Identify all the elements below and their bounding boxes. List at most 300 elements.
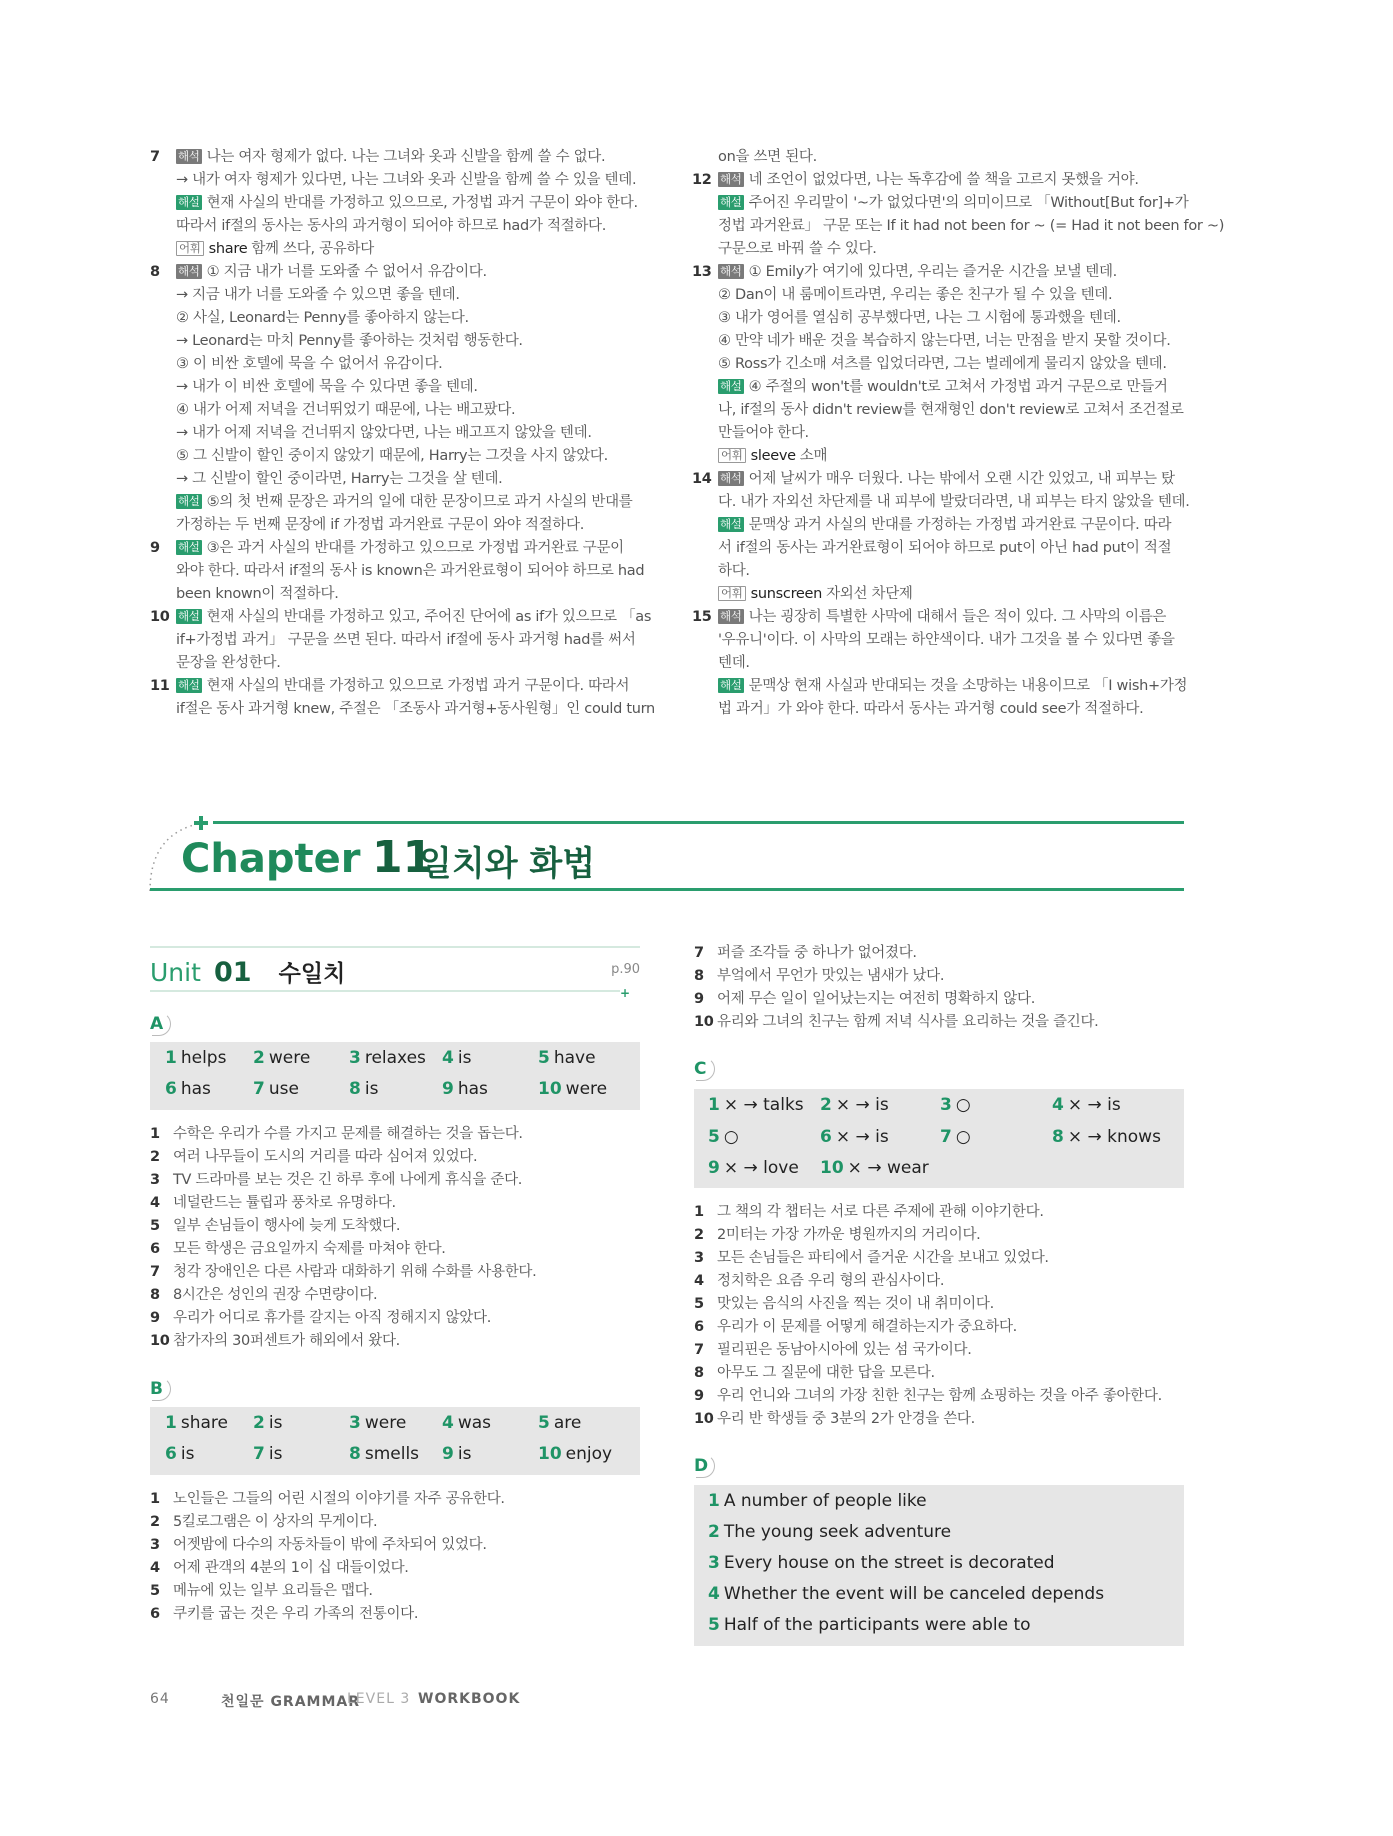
translation-text: 어제 관객의 4분의 1이 십 대들이었다.	[173, 1560, 409, 1576]
answer-number: 2	[708, 1522, 720, 1542]
answer-number: 4	[1052, 1095, 1064, 1115]
answer-text: was	[457, 1413, 492, 1433]
translation-number: 5	[150, 1218, 160, 1234]
chapter-label: Chapter	[181, 836, 361, 882]
section-c-translations	[694, 1201, 1162, 1431]
translation-number: 5	[694, 1296, 704, 1312]
translation-item	[694, 1011, 1098, 1034]
translation-item	[694, 1293, 1162, 1316]
footer-book: WORKBOOK	[418, 1691, 521, 1707]
answer-number: 3	[708, 1553, 720, 1573]
item-number: 10	[150, 609, 170, 625]
answer-text: Whether the event will be canceled depends	[723, 1584, 1105, 1604]
translation-text: 퍼즐 조각들 중 하나가 없어졌다.	[717, 945, 917, 961]
explanation-line	[692, 606, 1192, 629]
translation-item	[694, 965, 1098, 988]
line-text: 만들어야 한다.	[718, 425, 809, 441]
answer-number: 1	[708, 1095, 720, 1115]
answer-text: is	[180, 1444, 195, 1464]
vocab-word: sleeve	[750, 448, 796, 464]
translation-item	[150, 1261, 536, 1284]
translation-item	[150, 1488, 505, 1511]
translation-number: 8	[694, 1365, 704, 1381]
explanation-line	[150, 215, 650, 238]
translation-text: 필리핀은 동남아시아에 있는 섬 국가이다.	[717, 1342, 972, 1358]
answer-item	[708, 1584, 1104, 1604]
translation-number: 7	[694, 945, 704, 961]
answer-item	[253, 1413, 282, 1433]
line-text: '우유니'이다. 이 사막의 모래는 하얀색이다. 내가 그것을 볼 수 있다면 좋을	[718, 632, 1175, 648]
translation-item	[694, 1408, 1162, 1431]
label-badge: 해석	[178, 264, 200, 278]
explanation-line	[692, 675, 1192, 698]
line-text: 와야 한다. 따라서 if절의 동사 is known은 과거완료형이 되어야 하므로 had	[176, 563, 645, 579]
answer-number: 10	[538, 1079, 562, 1099]
line-text: 현재 사실의 반대를 가정하고 있으므로, 가정법 과거 구문이 와야 한다.	[206, 195, 638, 211]
line-text: been known이 적절하다.	[176, 586, 339, 602]
answer-text: is	[457, 1048, 472, 1068]
answer-text: ○	[955, 1126, 971, 1147]
explanations-right	[692, 146, 1225, 721]
line-text: ④ 주절의 won't를 wouldn't로 고쳐서 가정법 과거 구문으로 만들거	[748, 379, 1168, 395]
answer-number: 7	[253, 1444, 265, 1464]
translation-number: 5	[150, 1583, 160, 1599]
section-b-answers	[150, 1407, 640, 1475]
line-text: 문장을 완성한다.	[176, 655, 281, 671]
translation-item	[150, 1123, 536, 1146]
section-c-answers	[694, 1089, 1184, 1188]
translation-text: 정치학은 요즘 우리 형의 관심사이다.	[717, 1273, 945, 1289]
answer-item	[165, 1048, 226, 1068]
answer-text: ○	[723, 1126, 739, 1147]
answer-number: 6	[820, 1126, 832, 1147]
line-text: 텐데.	[718, 655, 750, 671]
chapter-number: 11	[372, 832, 434, 883]
translation-item	[694, 1385, 1162, 1408]
explanation-line	[150, 307, 650, 330]
explanation-line	[692, 376, 1192, 399]
translation-text: 맛있는 음식의 사진을 찍는 것이 내 취미이다.	[717, 1296, 994, 1312]
answer-text: were	[364, 1413, 407, 1433]
explanation-line	[692, 491, 1192, 514]
explanation-line	[692, 261, 1192, 284]
explanation-line	[150, 238, 650, 261]
answer-number: 3	[940, 1095, 952, 1115]
line-text: on을 쓰면 된다.	[718, 149, 817, 165]
explanation-line	[692, 629, 1192, 652]
line-text: 서 if절의 동사는 과거완료형이 되어야 하므로 put이 아닌 had put이 적절	[718, 540, 1172, 556]
answer-text: × → wear	[847, 1158, 929, 1178]
answer-item	[165, 1079, 211, 1099]
section-b-translations-continued	[694, 942, 1098, 1034]
explanation-line	[150, 560, 650, 583]
translation-text: 아무도 그 질문에 대한 답을 모른다.	[717, 1365, 935, 1381]
translation-item	[150, 1330, 536, 1353]
label-badge: 해설	[720, 678, 742, 692]
translation-item	[694, 988, 1098, 1011]
label-badge: 해설	[178, 540, 200, 554]
answer-item	[708, 1158, 799, 1178]
answer-item	[708, 1615, 1031, 1635]
translation-text: 5킬로그램은 이 상자의 무게이다.	[173, 1514, 378, 1530]
translation-item	[694, 1247, 1162, 1270]
item-number: 15	[692, 609, 712, 625]
unit-title: 수일치	[278, 961, 346, 987]
line-text: ⑤ Ross가 긴소매 셔츠를 입었더라면, 그는 벌레에게 물리지 않았을 텐데.	[718, 356, 1167, 372]
answer-number: 5	[708, 1615, 720, 1635]
translation-number: 10	[150, 1333, 170, 1349]
explanation-line	[150, 583, 650, 606]
explanation-line	[150, 468, 650, 491]
line-text: 따라서 if절의 동사는 동사의 과거형이 되어야 하므로 had가 적절하다.	[176, 218, 607, 234]
line-text: ④ 만약 네가 배운 것을 복습하지 않는다면, 너는 만점을 받지 못할 것이다.	[718, 333, 1171, 349]
section-c-label: C	[694, 1057, 718, 1083]
translation-text: 일부 손님들이 행사에 늦게 도착했다.	[173, 1218, 401, 1234]
answer-text: ○	[955, 1095, 971, 1115]
line-text: ② Dan이 내 룸메이트라면, 우리는 좋은 친구가 될 수 있을 텐데.	[718, 287, 1113, 303]
line-text: ③은 과거 사실의 반대를 가정하고 있으므로 가정법 과거완료 구문이	[206, 540, 624, 556]
translation-number: 3	[150, 1537, 160, 1553]
translation-item	[150, 1603, 505, 1626]
answer-number: 10	[820, 1158, 844, 1178]
answer-text: Half of the participants were able to	[723, 1615, 1031, 1635]
answer-text: were	[565, 1079, 608, 1099]
explanation-line	[692, 468, 1192, 491]
line-text: if+가정법 과거」 구문을 쓰면 된다. 따라서 if절에 동사 과거형 had를 써서	[176, 632, 636, 648]
chapter-bottom-rule	[150, 888, 1184, 891]
translation-item	[150, 1511, 505, 1534]
answer-item	[253, 1048, 310, 1068]
answer-number: 9	[708, 1158, 720, 1178]
line-text: 법 과거」가 와야 한다. 따라서 동사는 과거형 could see가 적절하다.	[718, 701, 1144, 717]
answer-text: × → knows	[1067, 1126, 1161, 1147]
translation-number: 6	[694, 1319, 704, 1335]
explanation-line	[692, 537, 1192, 560]
answer-item	[820, 1158, 929, 1178]
translation-number: 1	[150, 1491, 160, 1507]
line-text: ① 지금 내가 너를 도와줄 수 없어서 유감이다.	[206, 264, 487, 280]
answer-number: 9	[442, 1079, 454, 1099]
answer-item	[820, 1095, 889, 1115]
explanation-line	[150, 169, 650, 192]
translation-text: 우리가 이 문제를 어떻게 해결하는지가 중요하다.	[717, 1319, 1017, 1335]
answer-number: 10	[538, 1444, 562, 1464]
line-text: → Leonard는 마치 Penny를 좋아하는 것처럼 행동한다.	[176, 333, 523, 349]
answer-item	[708, 1553, 1055, 1573]
line-text: → 내가 이 비싼 호텔에 묵을 수 있다면 좋을 텐데.	[176, 379, 478, 395]
explanation-line	[150, 422, 650, 445]
answer-number: 8	[1052, 1126, 1064, 1147]
answer-text: helps	[180, 1048, 227, 1068]
explanation-line	[692, 399, 1192, 422]
answer-item	[1052, 1127, 1161, 1147]
explanation-line	[692, 652, 1192, 675]
explanation-line	[692, 445, 1192, 468]
unit-page-ref: p.90	[611, 962, 640, 977]
translation-text: 모든 손님들은 파티에서 즐거운 시간을 보내고 있었다.	[717, 1250, 1049, 1266]
translation-number: 4	[150, 1195, 160, 1211]
answer-number: 3	[349, 1413, 361, 1433]
line-text: 가정하는 두 번째 문장에 if 가정법 과거완료 구문이 와야 적절하다.	[176, 517, 585, 533]
translation-text: 우리가 어디로 휴가를 갈지는 아직 정해지지 않았다.	[173, 1310, 492, 1326]
line-text: 나, if절의 동사 didn't review를 현재형인 don't review로 고쳐서 조건절로	[718, 402, 1184, 418]
translation-item	[150, 1557, 505, 1580]
translation-text: 모든 학생은 금요일까지 숙제를 마쳐야 한다.	[173, 1241, 446, 1257]
explanation-line	[692, 146, 1192, 169]
translation-text: 여러 나무들이 도시의 거리를 따라 심어져 있었다.	[173, 1149, 478, 1165]
label-badge: 해설	[720, 195, 742, 209]
translation-item	[150, 1146, 536, 1169]
answer-number: 4	[442, 1048, 454, 1068]
translation-number: 2	[150, 1149, 160, 1165]
answer-text: × → is	[835, 1095, 889, 1115]
answer-number: 9	[442, 1444, 454, 1464]
explanation-line	[692, 422, 1192, 445]
explanation-line	[150, 445, 650, 468]
translation-item	[150, 1215, 536, 1238]
line-text: ⑤ 그 신발이 할인 중이지 않았기 때문에, Harry는 그것을 사지 않았다.	[176, 448, 608, 464]
translation-text: 쿠키를 굽는 것은 우리 가족의 전통이다.	[173, 1606, 419, 1622]
answer-number: 7	[253, 1079, 265, 1099]
translation-number: 9	[694, 991, 704, 1007]
footer-brand: 천일문 GRAMMAR	[221, 1694, 361, 1710]
answer-text: are	[553, 1413, 582, 1433]
answer-item	[940, 1127, 971, 1147]
explanation-line	[150, 652, 650, 675]
translation-number: 9	[150, 1310, 160, 1326]
line-text: 함께 쓰다, 공유하다	[251, 241, 374, 257]
section-a-translations	[150, 1123, 536, 1353]
translation-number: 7	[150, 1264, 160, 1280]
section-a-label: A	[150, 1012, 174, 1038]
translation-item	[150, 1192, 536, 1215]
label-badge: 어휘	[176, 241, 204, 256]
answer-number: 1	[165, 1413, 177, 1433]
explanation-line	[150, 514, 650, 537]
answer-text: The young seek adventure	[723, 1522, 952, 1542]
answer-text: has	[457, 1079, 488, 1099]
item-number: 8	[150, 264, 160, 280]
answer-item	[538, 1444, 612, 1464]
answer-text: Every house on the street is decorated	[723, 1553, 1055, 1573]
label-badge: 해설	[720, 517, 742, 531]
translation-item	[694, 1362, 1162, 1385]
footer-level: LEVEL 3	[347, 1691, 411, 1707]
translation-item	[150, 1284, 536, 1307]
translation-number: 10	[694, 1014, 714, 1030]
translation-number: 7	[694, 1342, 704, 1358]
label-badge: 해석	[720, 264, 742, 278]
answer-text: smells	[364, 1444, 420, 1464]
answer-item	[708, 1491, 927, 1511]
label-badge: 어휘	[718, 586, 746, 601]
section-b-translations	[150, 1488, 505, 1626]
page-number: 64	[150, 1691, 170, 1707]
line-text: 현재 사실의 반대를 가정하고 있고, 주어진 단어에 as if가 있으므로 「as	[206, 609, 652, 625]
translation-number: 6	[150, 1606, 160, 1622]
translation-item	[150, 1580, 505, 1603]
answer-text: use	[268, 1079, 299, 1099]
explanation-line	[150, 629, 650, 652]
chapter-top-rule	[213, 821, 1184, 824]
item-number: 9	[150, 540, 160, 556]
answer-number: 2	[253, 1048, 265, 1068]
explanation-line	[150, 284, 650, 307]
line-text: → 내가 여자 형제가 있다면, 나는 그녀와 옷과 신발을 함께 쓸 수 있을 텐데.	[176, 172, 637, 188]
answer-item	[940, 1095, 971, 1115]
translation-item	[150, 1169, 536, 1192]
explanation-line	[692, 330, 1192, 353]
label-badge: 해석	[720, 609, 742, 623]
label-badge: 해설	[178, 195, 200, 209]
explanation-line	[692, 284, 1192, 307]
answer-item	[442, 1413, 491, 1433]
translation-text: 수학은 우리가 수를 가지고 문제를 해결하는 것을 돕는다.	[173, 1126, 523, 1142]
explanation-line	[692, 698, 1192, 721]
answer-number: 4	[442, 1413, 454, 1433]
explanation-line	[692, 307, 1192, 330]
translation-item	[694, 1339, 1162, 1362]
explanation-line	[150, 192, 650, 215]
line-text: 어제 날씨가 매우 더웠다. 나는 밖에서 오랜 시간 있었고, 내 피부는 탔	[748, 471, 1175, 487]
label-badge: 해설	[178, 494, 200, 508]
translation-number: 2	[150, 1514, 160, 1530]
line-text: → 내가 어제 저녁을 건너뛰지 않았다면, 나는 배고프지 않았을 텐데.	[176, 425, 592, 441]
explanation-line	[150, 491, 650, 514]
section-d-answers	[694, 1485, 1184, 1646]
answer-item	[165, 1413, 228, 1433]
answer-item	[253, 1079, 299, 1099]
answer-item	[349, 1079, 378, 1099]
translation-text: 노인들은 그들의 어린 시절의 이야기를 자주 공유한다.	[173, 1491, 505, 1507]
explanation-line	[150, 261, 650, 284]
translation-text: 청각 장애인은 다른 사람과 대화하기 위해 수화를 사용한다.	[173, 1264, 537, 1280]
line-text: 문맥상 현재 사실과 반대되는 것을 소망하는 내용이므로 「I wish+가정	[748, 678, 1188, 694]
answer-number: 2	[820, 1095, 832, 1115]
translation-item	[694, 1201, 1162, 1224]
line-text: 하다.	[718, 563, 750, 579]
answer-text: is	[268, 1444, 283, 1464]
answer-number: 5	[538, 1048, 550, 1068]
answer-number: 8	[349, 1444, 361, 1464]
line-text: ③ 이 비싼 호텔에 묵을 수 없어서 유감이다.	[176, 356, 443, 372]
line-text: 현재 사실의 반대를 가정하고 있으므로 가정법 과거 구문이다. 따라서	[206, 678, 630, 694]
translation-text: 참가자의 30퍼센트가 해외에서 왔다.	[173, 1333, 400, 1349]
answer-text: share	[180, 1413, 228, 1433]
line-text: → 지금 내가 너를 도와줄 수 있으면 좋을 텐데.	[176, 287, 460, 303]
translation-item	[694, 1270, 1162, 1293]
answer-item	[442, 1444, 471, 1464]
answer-item	[708, 1127, 739, 1147]
answer-number: 5	[708, 1126, 720, 1147]
line-text: 소매	[799, 448, 828, 464]
translation-item	[150, 1534, 505, 1557]
answer-number: 5	[538, 1413, 550, 1433]
vocab-word: share	[208, 241, 248, 257]
translation-text: 유리와 그녀의 친구는 함께 저녁 식사를 요리하는 것을 즐긴다.	[717, 1014, 1099, 1030]
translation-number: 2	[694, 1227, 704, 1243]
translation-number: 4	[150, 1560, 160, 1576]
answer-text: relaxes	[364, 1048, 426, 1068]
answer-item	[538, 1413, 581, 1433]
explanation-line	[692, 560, 1192, 583]
answer-text: is	[268, 1413, 283, 1433]
label-badge: 해설	[178, 609, 200, 623]
answer-text: × → is	[835, 1126, 889, 1147]
line-text: 네 조언이 없었다면, 나는 독후감에 쓸 책을 고르지 못했을 거야.	[748, 172, 1139, 188]
translation-number: 3	[150, 1172, 160, 1188]
item-number: 12	[692, 172, 712, 188]
translation-text: TV 드라마를 보는 것은 긴 하루 후에 나에게 휴식을 준다.	[173, 1172, 523, 1188]
translation-number: 1	[150, 1126, 160, 1142]
translation-text: 2미터는 가장 가까운 병원까지의 거리이다.	[717, 1227, 981, 1243]
translation-number: 8	[694, 968, 704, 984]
section-b-label: B	[150, 1377, 174, 1403]
answer-text: has	[180, 1079, 211, 1099]
label-badge: 해석	[720, 471, 742, 485]
line-text: ④ 내가 어제 저녁을 건너뛰었기 때문에, 나는 배고팠다.	[176, 402, 516, 418]
answer-text: × → is	[1067, 1095, 1121, 1115]
chapter-title: 일치와 화법	[419, 844, 596, 884]
line-text: → 그 신발이 할인 중이라면, Harry는 그것을 살 텐데.	[176, 471, 503, 487]
answer-number: 6	[165, 1444, 177, 1464]
translation-item	[694, 1316, 1162, 1339]
answer-item	[442, 1079, 488, 1099]
answer-item	[253, 1444, 282, 1464]
translation-text: 우리 언니와 그녀의 가장 친한 친구는 함께 쇼핑하는 것을 아주 좋아한다.	[717, 1388, 1162, 1404]
label-badge: 해석	[178, 149, 200, 163]
line-text: 정법 과거완료」 구문 또는 If it had not been for ~ (= Had it not been for ~)	[718, 218, 1225, 234]
answer-item	[538, 1079, 607, 1099]
answer-number: 3	[349, 1048, 361, 1068]
answer-text: is	[457, 1444, 472, 1464]
answer-item	[708, 1522, 951, 1542]
label-badge: 해석	[720, 172, 742, 186]
unit-number: 01	[214, 957, 252, 988]
answer-number: 2	[253, 1413, 265, 1433]
translation-number: 4	[694, 1273, 704, 1289]
answer-item	[708, 1095, 804, 1115]
translation-item	[694, 1224, 1162, 1247]
answer-number: 4	[708, 1584, 720, 1604]
line-text: ② 사실, Leonard는 Penny를 좋아하지 않는다.	[176, 310, 469, 326]
explanation-line	[150, 537, 650, 560]
line-text: 주어진 우리말이 '~가 없었다면'의 의미이므로 「Without[But for]+가	[748, 195, 1189, 211]
answer-number: 1	[165, 1048, 177, 1068]
answer-number: 6	[165, 1079, 177, 1099]
item-number: 7	[150, 149, 160, 165]
answer-text: were	[268, 1048, 311, 1068]
answer-item	[165, 1444, 194, 1464]
explanation-line	[692, 192, 1192, 215]
answer-number: 1	[708, 1491, 720, 1511]
answer-text: is	[364, 1079, 379, 1099]
explanation-line	[150, 376, 650, 399]
item-number: 14	[692, 471, 712, 487]
translation-text: 네덜란드는 튤립과 풍차로 유명하다.	[173, 1195, 396, 1211]
translation-item	[694, 942, 1098, 965]
small-plus-icon: +	[620, 986, 631, 1000]
plus-icon	[194, 816, 208, 830]
explanation-line	[692, 583, 1192, 606]
answer-text: enjoy	[565, 1444, 613, 1464]
answer-text: A number of people like	[723, 1491, 927, 1511]
translation-text: 부엌에서 무언가 맛있는 냄새가 났다.	[717, 968, 945, 984]
explanation-line	[150, 698, 655, 721]
line-text: ⑤의 첫 번째 문장은 과거의 일에 대한 문장이므로 과거 사실의 반대를	[206, 494, 633, 510]
translation-text: 우리 반 학생들 중 3분의 2가 안경을 쓴다.	[717, 1411, 975, 1427]
translation-number: 9	[694, 1388, 704, 1404]
